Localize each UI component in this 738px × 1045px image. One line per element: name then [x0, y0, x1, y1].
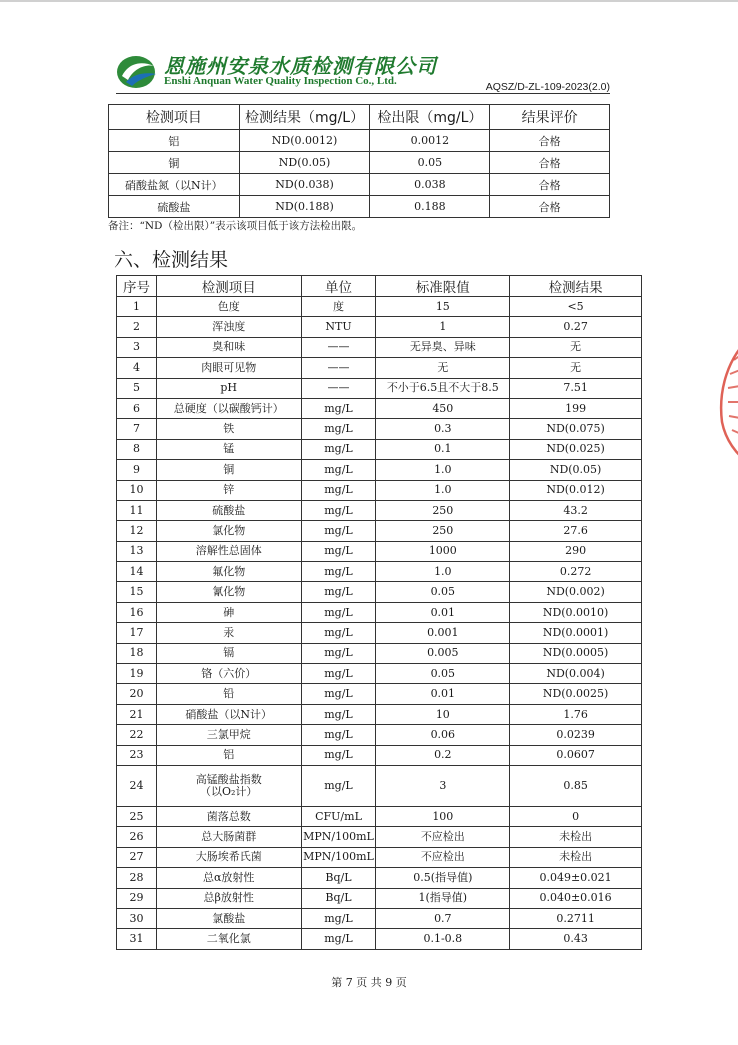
table-cell: 汞: [156, 623, 301, 643]
table-cell: ND(0.012): [510, 480, 642, 500]
table-cell: 10: [376, 704, 510, 724]
table-cell: 100: [376, 806, 510, 826]
table-cell: mg/L: [301, 623, 376, 643]
table-row: [117, 419, 642, 439]
table-cell: 氯化物: [156, 521, 301, 541]
table-cell: 1.0: [376, 562, 510, 582]
table-row: [117, 480, 642, 500]
column-header: 结果评价: [490, 105, 610, 130]
table-cell: mg/L: [301, 419, 376, 439]
table-cell: 250: [376, 500, 510, 520]
table-cell: 锰: [156, 439, 301, 459]
table-cell: 0.0012: [370, 130, 490, 152]
table-cell: 26: [117, 827, 157, 847]
table-cell: 铜: [156, 460, 301, 480]
table-row: [117, 439, 642, 459]
table-cell: mg/L: [301, 500, 376, 520]
table-cell: 镉: [156, 643, 301, 663]
table-cell: mg/L: [301, 704, 376, 724]
table-cell: 0.001: [376, 623, 510, 643]
table-cell: 总α放射性: [156, 868, 301, 888]
table-row: [117, 378, 642, 398]
table-cell: 0.5(指导值): [376, 868, 510, 888]
table-cell: 1.76: [510, 704, 642, 724]
company-name-cn: 恩施州安泉水质检测有限公司: [164, 54, 437, 78]
table-cell: 0.0607: [510, 745, 642, 765]
table-cell: 二氧化氯: [156, 929, 301, 949]
table-row: [117, 358, 642, 378]
table-cell: MPN/100mL: [301, 827, 376, 847]
table-cell: 无: [510, 358, 642, 378]
table-cell: 1(指导值): [376, 888, 510, 908]
letterhead: [116, 50, 610, 94]
table-cell: 18: [117, 643, 157, 663]
table-cell: 臭和味: [156, 337, 301, 357]
table-cell: 10: [117, 480, 157, 500]
table-cell: 30: [117, 908, 157, 928]
page-top-edge: [0, 0, 738, 2]
table-cell: 0.2: [376, 745, 510, 765]
table-row: [117, 684, 642, 704]
table-cell: ND(0.05): [510, 460, 642, 480]
table-cell: mg/L: [301, 582, 376, 602]
table-row: [117, 765, 642, 806]
table-cell: 9: [117, 460, 157, 480]
official-seal-stamp: [712, 330, 738, 470]
table-cell: NTU: [301, 317, 376, 337]
table-cell: 0.06: [376, 725, 510, 745]
table-cell: 17: [117, 623, 157, 643]
page-number: 第 7 页 共 9 页: [331, 976, 407, 989]
table-cell: 无: [376, 358, 510, 378]
table-cell: 浑浊度: [156, 317, 301, 337]
table-cell: 铬（六价）: [156, 664, 301, 684]
table-cell: mg/L: [301, 643, 376, 663]
table-cell: 7.51: [510, 378, 642, 398]
table-cell: 不应检出: [376, 847, 510, 867]
table-cell: 3: [376, 765, 510, 806]
table-row: [117, 929, 642, 949]
table-cell: 0.3: [376, 419, 510, 439]
table-cell: ND(0.025): [510, 439, 642, 459]
table-cell: 31: [117, 929, 157, 949]
table-header-row: [109, 105, 610, 130]
table-cell: ND(0.004): [510, 664, 642, 684]
table-header-row: [117, 276, 642, 297]
table-cell: 三氯甲烷: [156, 725, 301, 745]
table-cell: ——: [301, 358, 376, 378]
table-cell: 15: [117, 582, 157, 602]
table-cell: 1: [376, 317, 510, 337]
table-cell: 菌落总数: [156, 806, 301, 826]
table-cell: 16: [117, 602, 157, 622]
table-cell: 铝: [156, 745, 301, 765]
table-cell: 0.01: [376, 602, 510, 622]
table-cell: 无异臭、异味: [376, 337, 510, 357]
table-cell: 度: [301, 297, 376, 317]
table-cell: 铝: [109, 130, 240, 152]
table-cell: 5: [117, 378, 157, 398]
table-cell: ND(0.05): [239, 152, 370, 174]
table-cell: 14: [117, 562, 157, 582]
table-cell: 1: [117, 297, 157, 317]
table-cell: 0.040±0.016: [510, 888, 642, 908]
table-cell: 氟化物: [156, 562, 301, 582]
table-cell: 硝酸盐（以N计）: [156, 704, 301, 724]
table-cell: mg/L: [301, 602, 376, 622]
table-cell: 1000: [376, 541, 510, 561]
column-header: 标准限值: [376, 276, 510, 297]
table-cell: CFU/mL: [301, 806, 376, 826]
table-cell: 铁: [156, 419, 301, 439]
table-cell: 23: [117, 745, 157, 765]
table-cell: 0.188: [370, 196, 490, 218]
table-cell: 19: [117, 664, 157, 684]
table-cell: 1.0: [376, 460, 510, 480]
column-header: 单位: [301, 276, 376, 297]
table-row: [117, 297, 642, 317]
table-cell: 6: [117, 398, 157, 418]
table-row: [117, 582, 642, 602]
table-cell: mg/L: [301, 562, 376, 582]
table-cell: Bq/L: [301, 888, 376, 908]
table-cell: 总大肠菌群: [156, 827, 301, 847]
column-header: 检出限（mg/L）: [370, 105, 490, 130]
table-cell: 0.272: [510, 562, 642, 582]
table-cell: ND(0.0012): [239, 130, 370, 152]
table-cell: 13: [117, 541, 157, 561]
table-cell: 29: [117, 888, 157, 908]
column-header: 检测项目: [109, 105, 240, 130]
table-row: [109, 174, 610, 196]
table-cell: ND(0.0025): [510, 684, 642, 704]
table-cell: 总硬度（以碳酸钙计）: [156, 398, 301, 418]
table-cell: mg/L: [301, 398, 376, 418]
section-title: 六、检测结果: [114, 249, 229, 271]
table-cell: 氯酸盐: [156, 908, 301, 928]
table-cell: 43.2: [510, 500, 642, 520]
table-cell: 1.0: [376, 480, 510, 500]
table-cell: 250: [376, 521, 510, 541]
table-row: [117, 908, 642, 928]
table-cell: 大肠埃希氏菌: [156, 847, 301, 867]
table-cell: 0.01: [376, 684, 510, 704]
table-cell: 合格: [490, 174, 610, 196]
table-cell: 8: [117, 439, 157, 459]
table-cell: mg/L: [301, 684, 376, 704]
table-cell: 4: [117, 358, 157, 378]
table-row: [117, 725, 642, 745]
table-cell: 3: [117, 337, 157, 357]
table-row: [117, 541, 642, 561]
table-cell: 氰化物: [156, 582, 301, 602]
table-cell: 0.05: [376, 664, 510, 684]
table-cell: 砷: [156, 602, 301, 622]
table-cell: 0.2711: [510, 908, 642, 928]
header-divider: [116, 93, 610, 94]
table-row: [117, 521, 642, 541]
column-header: 检测项目: [156, 276, 301, 297]
table-cell: 溶解性总固体: [156, 541, 301, 561]
table-cell: ND(0.188): [239, 196, 370, 218]
table-cell: 15: [376, 297, 510, 317]
table-cell: 0.038: [370, 174, 490, 196]
table-cell: 12: [117, 521, 157, 541]
table-cell: 0.049±0.021: [510, 868, 642, 888]
table-cell: MPN/100mL: [301, 847, 376, 867]
table-row: [117, 827, 642, 847]
table-cell: ND(0.0001): [510, 623, 642, 643]
table-cell: 色度: [156, 297, 301, 317]
table-cell: mg/L: [301, 541, 376, 561]
table-cell: ND(0.0010): [510, 602, 642, 622]
table-cell: 0.85: [510, 765, 642, 806]
table-cell: Bq/L: [301, 868, 376, 888]
table-cell: 总β放射性: [156, 888, 301, 908]
table-cell: 25: [117, 806, 157, 826]
column-header: 检测结果（mg/L）: [239, 105, 370, 130]
table-row: [117, 337, 642, 357]
table-cell: mg/L: [301, 460, 376, 480]
table-cell: mg/L: [301, 725, 376, 745]
table-row: [117, 623, 642, 643]
document-code: AQSZ/D-ZL-109-2023(2.0): [485, 81, 610, 93]
table-cell: 28: [117, 868, 157, 888]
table-cell: 未检出: [510, 847, 642, 867]
table-cell: 0.05: [376, 582, 510, 602]
table-cell: 铅: [156, 684, 301, 704]
table-cell: 7: [117, 419, 157, 439]
table-cell: 199: [510, 398, 642, 418]
table-cell: 0.0239: [510, 725, 642, 745]
column-header: 检测结果: [510, 276, 642, 297]
table-cell: ND(0.0005): [510, 643, 642, 663]
table-row: [117, 643, 642, 663]
table-cell: 不小于6.5且不大于8.5: [376, 378, 510, 398]
table-row: [117, 562, 642, 582]
table-cell: pH: [156, 378, 301, 398]
table-cell: 27.6: [510, 521, 642, 541]
table-cell: 0: [510, 806, 642, 826]
column-header: 序号: [117, 276, 157, 297]
company-name-en: Enshi Anquan Water Quality Inspection Co., Ltd.: [164, 75, 397, 87]
table-row: [117, 460, 642, 480]
table-cell: 硫酸盐: [109, 196, 240, 218]
table-row: [109, 152, 610, 174]
table-cell: 0.1: [376, 439, 510, 459]
table-cell: 0.1-0.8: [376, 929, 510, 949]
table-cell: 290: [510, 541, 642, 561]
test-results-table: [116, 275, 642, 950]
table-cell: 27: [117, 847, 157, 867]
table-row: [117, 888, 642, 908]
table-cell: 合格: [490, 130, 610, 152]
table-cell: 0.7: [376, 908, 510, 928]
table-cell: 合格: [490, 152, 610, 174]
table-cell: 11: [117, 500, 157, 520]
table-cell: 未检出: [510, 827, 642, 847]
table-cell: 硝酸盐氮（以N计）: [109, 174, 240, 196]
table-cell: 硫酸盐: [156, 500, 301, 520]
table-cell: 铜: [109, 152, 240, 174]
table-row: [117, 398, 642, 418]
table-cell: 肉眼可见物: [156, 358, 301, 378]
table-cell: ——: [301, 378, 376, 398]
table-cell: 24: [117, 765, 157, 806]
table-cell: 0.27: [510, 317, 642, 337]
table-cell: mg/L: [301, 765, 376, 806]
table-cell: mg/L: [301, 929, 376, 949]
table-cell: 2: [117, 317, 157, 337]
table-cell: <5: [510, 297, 642, 317]
table-row: [117, 847, 642, 867]
table-cell: ND(0.075): [510, 419, 642, 439]
table-cell: 22: [117, 725, 157, 745]
table-cell: mg/L: [301, 745, 376, 765]
table-cell: 高锰酸盐指数 （以O₂计）: [156, 765, 301, 806]
table-row: [117, 745, 642, 765]
table-cell: 锌: [156, 480, 301, 500]
table-cell: 无: [510, 337, 642, 357]
table-cell: 0.43: [510, 929, 642, 949]
table-row: [109, 196, 610, 218]
table-cell: ——: [301, 337, 376, 357]
table-cell: mg/L: [301, 521, 376, 541]
water-drop-logo-icon: [116, 50, 160, 90]
table-row: [109, 130, 610, 152]
table-cell: 合格: [490, 196, 610, 218]
table-cell: mg/L: [301, 908, 376, 928]
table-row: [117, 317, 642, 337]
table-cell: 不应检出: [376, 827, 510, 847]
table-row: [117, 704, 642, 724]
table-row: [117, 500, 642, 520]
table-row: [117, 602, 642, 622]
table-cell: mg/L: [301, 480, 376, 500]
table-row: [117, 664, 642, 684]
table-cell: ND(0.038): [239, 174, 370, 196]
table-cell: 0.05: [370, 152, 490, 174]
table-note: 备注：“ND（检出限）”表示该项目低于该方法检出限。: [108, 220, 363, 232]
table-cell: 450: [376, 398, 510, 418]
table-cell: mg/L: [301, 664, 376, 684]
table-cell: 21: [117, 704, 157, 724]
detection-limit-table: [108, 104, 610, 218]
table-cell: mg/L: [301, 439, 376, 459]
table-row: [117, 806, 642, 826]
table-cell: 0.005: [376, 643, 510, 663]
table-cell: 20: [117, 684, 157, 704]
table-cell: ND(0.002): [510, 582, 642, 602]
table-row: [117, 868, 642, 888]
